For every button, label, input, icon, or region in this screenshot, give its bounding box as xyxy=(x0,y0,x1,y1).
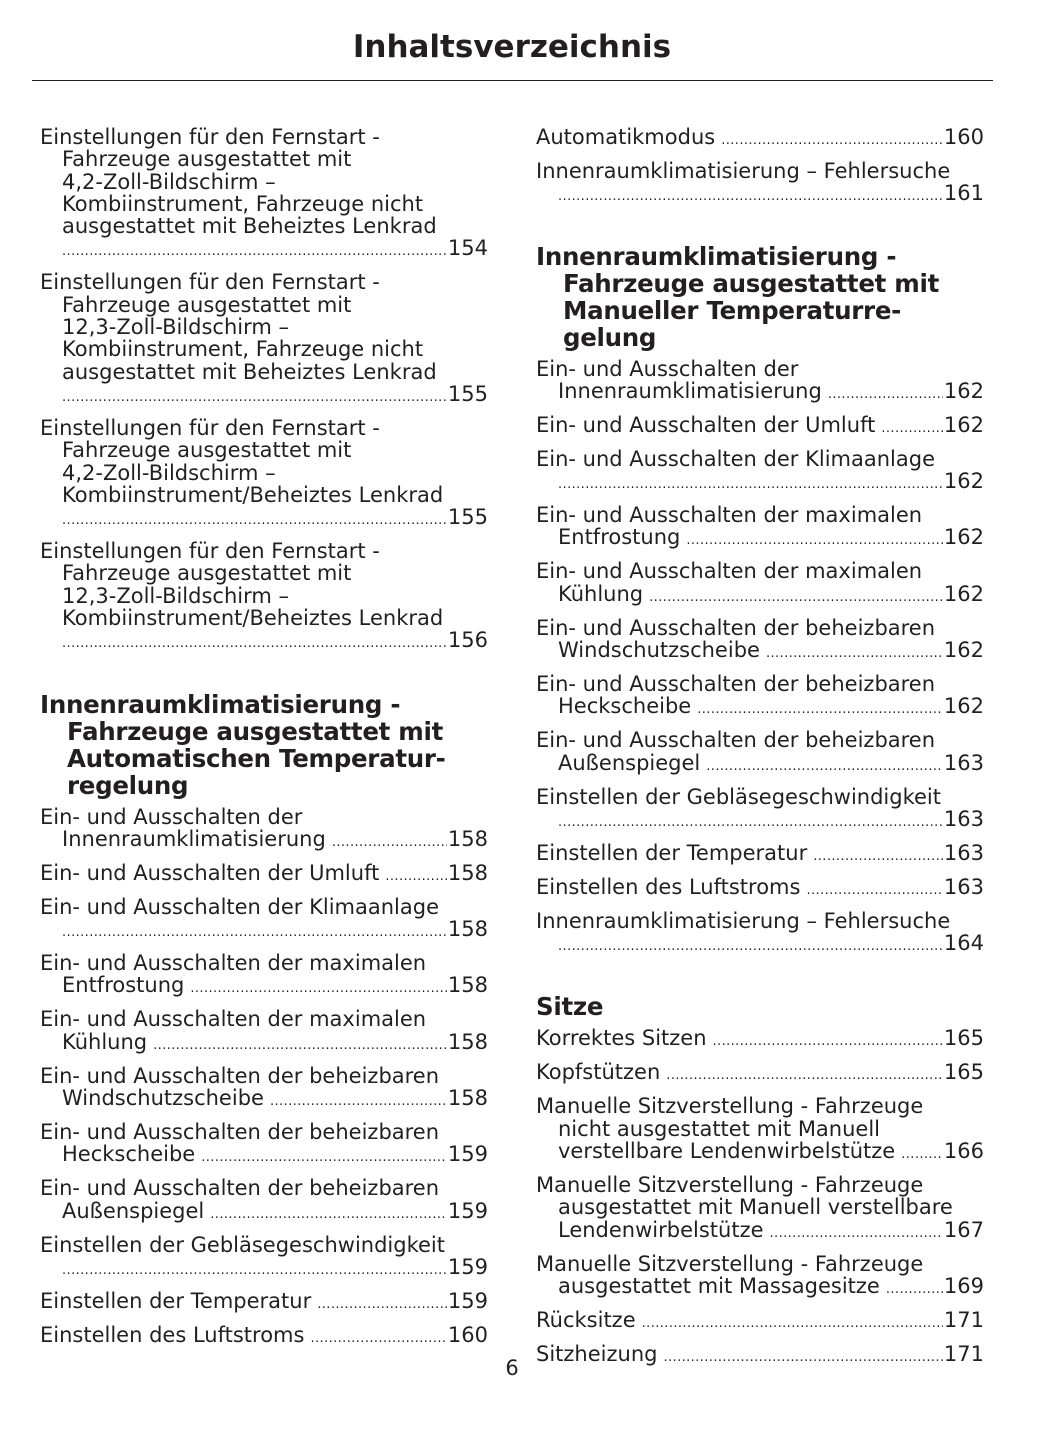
toc-page-number: 158 xyxy=(447,973,488,998)
dot-leader xyxy=(806,880,942,902)
section-heading-line: Fahrzeuge ausgestattet mit xyxy=(67,716,444,746)
toc-entry-title: Einstellen des Luftstroms xyxy=(536,874,801,899)
toc-entry-leader-line xyxy=(536,1309,984,1335)
toc-entry-title: Ein- und Ausschalten der Umluft xyxy=(536,412,876,437)
toc-entry-leader-line xyxy=(558,639,984,665)
toc-entry-title: Einstellen der Temperatur xyxy=(536,840,808,865)
toc-entry-leader-line xyxy=(536,1061,984,1087)
toc-entry-title: Außenspiegel xyxy=(62,1198,205,1223)
toc-page-number: 162 xyxy=(943,412,984,437)
toc-page-number: 163 xyxy=(943,806,984,831)
toc-entry[interactable] xyxy=(536,1309,984,1335)
toc-page-number: 162 xyxy=(943,581,984,606)
toc-entry-title: Windschutzscheibe xyxy=(62,1086,264,1110)
toc-entry[interactable] xyxy=(40,1065,488,1114)
section-heading-manual-climate xyxy=(536,243,984,351)
dot-leader xyxy=(686,530,943,552)
dot-leader xyxy=(721,130,943,152)
toc-page-number: 163 xyxy=(943,750,984,775)
toc-entry[interactable] xyxy=(536,560,984,609)
toc-entry-line: Ein- und Ausschalten der maximalen xyxy=(536,559,923,584)
dot-leader xyxy=(62,633,447,655)
dot-leader xyxy=(642,1313,943,1335)
toc-entry-title: Heckscheibe xyxy=(62,1142,196,1167)
dot-leader xyxy=(153,1035,447,1057)
toc-page-number: 162 xyxy=(943,637,984,662)
toc-entry[interactable] xyxy=(40,896,488,945)
toc-page-number: 159 xyxy=(447,1288,488,1313)
toc-entry-title: Heckscheibe xyxy=(558,694,692,719)
section-heading-line: regelung xyxy=(67,770,189,800)
dot-leader xyxy=(62,241,447,263)
title-rule xyxy=(32,80,993,81)
toc-entry-leader-line xyxy=(558,695,984,721)
section-heading-line: Fahrzeuge ausgestattet mit xyxy=(563,268,940,298)
toc-right-column xyxy=(536,126,984,1377)
dot-leader xyxy=(881,418,943,440)
toc-entry[interactable] xyxy=(536,1174,984,1245)
dot-leader xyxy=(270,1091,447,1113)
toc-page-number: 167 xyxy=(943,1217,984,1242)
toc-page-number: 158 xyxy=(447,1029,488,1054)
toc-entry[interactable] xyxy=(536,842,984,868)
toc-entry-title: Innenraumklimatisierung xyxy=(558,378,822,403)
toc-entry[interactable] xyxy=(536,1061,984,1087)
toc-entry-line: Ein- und Ausschalten der beheizbaren xyxy=(536,728,936,753)
section-heading-seats xyxy=(536,993,984,1020)
toc-entry-leader-line xyxy=(40,1290,488,1316)
section-heading-line: Innenraumklimatisierung - xyxy=(40,689,401,719)
toc-entry-line: Fahrzeuge ausgestattet mit xyxy=(62,292,352,317)
toc-page-number: 166 xyxy=(943,1138,984,1163)
toc-entry-leader-line xyxy=(62,1087,488,1113)
toc-entry-line: 12,3-Zoll-Bildschirm – xyxy=(62,583,290,608)
toc-entry-line: Ein- und Ausschalten der xyxy=(40,804,303,829)
toc-entry-title: Rücksitze xyxy=(536,1307,636,1332)
toc-entry-line: Ein- und Ausschalten der maximalen xyxy=(40,951,427,976)
toc-page-number: 155 xyxy=(447,505,488,530)
section-heading-line: gelung xyxy=(563,322,657,352)
toc-entry-leader-line xyxy=(40,1324,488,1350)
toc-entry-title: Kühlung xyxy=(558,581,644,606)
toc-entry[interactable] xyxy=(536,729,984,778)
toc-page-number: 158 xyxy=(447,826,488,851)
toc-entry-leader-line xyxy=(558,182,984,208)
toc-entry[interactable] xyxy=(536,1027,984,1053)
toc-entry-leader-line xyxy=(40,862,488,888)
toc-entry-line: Einstellungen für den Fernstart - xyxy=(40,415,380,440)
toc-entry-leader-line xyxy=(62,237,488,263)
toc-entry-leader-line xyxy=(536,126,984,152)
toc-entry-line: Manuelle Sitzverstellung - Fahrzeuge xyxy=(536,1251,924,1276)
section-heading-line: Sitze xyxy=(536,992,604,1022)
toc-entry-leader-line xyxy=(62,506,488,532)
toc-entry-line: Innenraumklimatisierung – Fehlersuche xyxy=(536,908,951,933)
toc-entry[interactable] xyxy=(40,1177,488,1226)
dot-leader xyxy=(649,587,943,609)
toc-entry[interactable] xyxy=(40,952,488,1001)
toc-entry[interactable] xyxy=(40,1290,488,1316)
toc-entry-leader-line xyxy=(62,1200,488,1226)
toc-entry-leader-line xyxy=(536,1027,984,1053)
toc-entry[interactable] xyxy=(40,1121,488,1170)
toc-entry-line: nicht ausgestattet mit Manuell xyxy=(558,1116,881,1141)
toc-entry-leader-line xyxy=(558,808,984,834)
toc-group xyxy=(536,126,984,209)
page-number: 6 xyxy=(505,1356,519,1380)
toc-entry-leader-line xyxy=(536,414,984,440)
toc-page-number: 158 xyxy=(447,917,488,942)
dot-leader xyxy=(828,384,943,406)
toc-entry-leader-line xyxy=(62,1143,488,1169)
toc-entry-leader-line xyxy=(558,752,984,778)
toc-entry-title: Korrektes Sitzen xyxy=(536,1026,707,1051)
toc-entry-line: Ein- und Ausschalten der Klimaanlage xyxy=(536,446,935,471)
toc-entry-line: Einstellungen für den Fernstart - xyxy=(40,125,380,149)
toc-group xyxy=(40,126,488,656)
toc-entry-line: ausgestattet mit Manuell verstellbare xyxy=(558,1195,953,1220)
dot-leader xyxy=(697,699,943,721)
toc-entry-title: Kopfstützen xyxy=(536,1060,661,1085)
section-heading-line: Innenraumklimatisierung - xyxy=(536,241,897,271)
dot-leader xyxy=(886,1279,943,1301)
toc-group xyxy=(536,1027,984,1369)
toc-entry-line: ausgestattet mit Beheiztes Lenkrad xyxy=(62,214,437,239)
toc-entry-line: Ein- und Ausschalten der beheizbaren xyxy=(536,671,936,696)
toc-entry-line: ausgestattet mit Beheiztes Lenkrad xyxy=(62,359,437,384)
toc-entry-title: Automatikmodus xyxy=(536,125,716,149)
toc-entry[interactable] xyxy=(40,271,488,409)
toc-page-number: 162 xyxy=(943,525,984,550)
toc-entry[interactable] xyxy=(536,617,984,666)
toc-entry-line: Ein- und Ausschalten der beheizbaren xyxy=(40,1063,440,1088)
toc-entry-leader-line xyxy=(558,1219,984,1245)
toc-entry-leader-line xyxy=(62,1031,488,1057)
page-title: Inhaltsverzeichnis xyxy=(352,29,672,65)
toc-entry-line: Fahrzeuge ausgestattet mit xyxy=(62,147,352,172)
dot-leader xyxy=(713,1031,943,1053)
dot-leader xyxy=(558,936,943,958)
toc-entry-leader-line xyxy=(536,842,984,868)
dot-leader xyxy=(62,510,447,532)
toc-entry-line: Ein- und Ausschalten der beheizbaren xyxy=(40,1176,440,1201)
dot-leader xyxy=(62,387,447,409)
toc-page-number: 162 xyxy=(943,469,984,494)
toc-entry-leader-line xyxy=(558,1140,984,1166)
toc-entry-leader-line xyxy=(558,583,984,609)
toc-group xyxy=(536,358,984,959)
toc-entry-leader-line xyxy=(558,380,984,406)
toc-entry-line: Kombiinstrument/Beheiztes Lenkrad xyxy=(62,482,444,507)
toc-page-number: 162 xyxy=(943,378,984,403)
toc-page-number: 159 xyxy=(447,1142,488,1167)
toc-entry-title: Sitzheizung xyxy=(536,1341,658,1366)
dot-leader xyxy=(190,978,447,1000)
toc-entry-title: Einstellen der Temperatur xyxy=(40,1288,312,1313)
toc-entry-line: Innenraumklimatisierung – Fehlersuche xyxy=(536,158,951,183)
toc-entry[interactable] xyxy=(40,1008,488,1057)
dot-leader xyxy=(558,186,943,208)
toc-entry[interactable] xyxy=(536,358,984,407)
toc-entry-line: Kombiinstrument/Beheiztes Lenkrad xyxy=(62,606,444,630)
toc-entry-line: Einstellen der Gebläsegeschwindigkeit xyxy=(536,784,941,809)
toc-entry-line: Manuelle Sitzverstellung - Fahrzeuge xyxy=(536,1172,924,1197)
dot-leader xyxy=(770,1223,943,1245)
toc-entry-title: Einstellen des Luftstroms xyxy=(40,1322,305,1347)
toc-entry[interactable] xyxy=(40,540,488,655)
toc-entry-title: Kühlung xyxy=(62,1029,148,1054)
toc-entry-leader-line xyxy=(558,470,984,496)
toc-page-number: 155 xyxy=(447,381,488,406)
dot-leader xyxy=(813,846,943,868)
toc-entry[interactable] xyxy=(536,448,984,497)
toc-page-number: 160 xyxy=(447,1322,488,1347)
toc-entry-line: Einstellen der Gebläsegeschwindigkeit xyxy=(40,1232,445,1257)
toc-entry-line: Fahrzeuge ausgestattet mit xyxy=(62,438,352,463)
toc-entry-line: Kombiinstrument, Fahrzeuge nicht xyxy=(62,191,424,216)
toc-page-number: 164 xyxy=(943,931,984,956)
toc-entry-leader-line xyxy=(558,1275,984,1301)
toc-entry-title: Entfrostung xyxy=(558,525,681,550)
toc-entry-leader-line xyxy=(558,932,984,958)
dot-leader xyxy=(62,922,447,944)
toc-page-number: 159 xyxy=(447,1198,488,1223)
toc-entry[interactable] xyxy=(536,126,984,152)
toc-page-number: 159 xyxy=(447,1254,488,1279)
toc-entry[interactable] xyxy=(536,504,984,553)
toc-entry[interactable] xyxy=(40,417,488,532)
toc-page-number: 165 xyxy=(943,1060,984,1085)
toc-entry-line: Ein- und Ausschalten der maximalen xyxy=(40,1007,427,1032)
toc-page-number: 154 xyxy=(447,236,488,261)
toc-entry[interactable] xyxy=(536,1253,984,1302)
toc-entry-line: Ein- und Ausschalten der xyxy=(536,356,799,381)
toc-entry-line: Einstellungen für den Fernstart - xyxy=(40,270,380,295)
dot-leader xyxy=(201,1147,447,1169)
toc-entry[interactable] xyxy=(536,160,984,209)
dot-leader xyxy=(317,1294,447,1316)
toc-entry[interactable] xyxy=(40,806,488,855)
toc-entry[interactable] xyxy=(536,1095,984,1166)
dot-leader xyxy=(385,866,447,888)
toc-entry-line: Fahrzeuge ausgestattet mit xyxy=(62,561,352,586)
toc-page-number: 156 xyxy=(447,628,488,653)
section-heading-line: Automatischen Temperatur- xyxy=(67,743,446,773)
toc-page-number: 171 xyxy=(943,1341,984,1366)
toc-page-number: 171 xyxy=(943,1307,984,1332)
toc-entry-title: Innenraumklimatisierung xyxy=(62,826,326,851)
toc-page-number: 158 xyxy=(447,860,488,885)
toc-entry-leader-line xyxy=(62,918,488,944)
toc-entry-line: Ein- und Ausschalten der beheizbaren xyxy=(536,615,936,640)
toc-page-number: 163 xyxy=(943,874,984,899)
toc-entry-title: Windschutzscheibe xyxy=(558,637,760,662)
toc-page-number: 161 xyxy=(943,181,984,206)
toc-entry-line: Ein- und Ausschalten der maximalen xyxy=(536,503,923,528)
toc-entry[interactable] xyxy=(536,673,984,722)
toc-group xyxy=(40,806,488,1351)
dot-leader xyxy=(332,832,447,854)
dot-leader xyxy=(766,643,943,665)
toc-entry[interactable] xyxy=(536,414,984,440)
dot-leader xyxy=(558,812,943,834)
toc-entry-leader-line xyxy=(62,629,488,655)
dot-leader xyxy=(706,756,943,778)
toc-entry-leader-line xyxy=(558,526,984,552)
toc-page-number: 169 xyxy=(943,1273,984,1298)
toc-entry-title: ausgestattet mit Massagesitze xyxy=(558,1273,880,1298)
section-heading-automatic-climate xyxy=(40,691,488,799)
toc-entry[interactable] xyxy=(40,862,488,888)
toc-left-column xyxy=(40,126,488,1358)
toc-entry[interactable] xyxy=(536,876,984,902)
toc-entry[interactable] xyxy=(536,910,984,959)
toc-page-number: 165 xyxy=(943,1026,984,1051)
dot-leader xyxy=(901,1144,943,1166)
toc-entry-leader-line xyxy=(62,383,488,409)
toc-entry-title: Außenspiegel xyxy=(558,750,701,775)
toc-entry[interactable] xyxy=(40,126,488,264)
toc-entry[interactable] xyxy=(536,786,984,835)
dot-leader xyxy=(558,474,943,496)
toc-entry-line: Ein- und Ausschalten der beheizbaren xyxy=(40,1119,440,1144)
toc-entry-title: Lendenwirbelstütze xyxy=(558,1217,764,1242)
toc-page-number: 163 xyxy=(943,840,984,865)
toc-entry-leader-line xyxy=(62,1256,488,1282)
toc-entry-line: Kombiinstrument, Fahrzeuge nicht xyxy=(62,337,424,362)
toc-entry-title: verstellbare Lendenwirbelstütze xyxy=(558,1138,896,1163)
toc-page-number: 162 xyxy=(943,694,984,719)
dot-leader xyxy=(210,1204,447,1226)
toc-entry-leader-line xyxy=(536,876,984,902)
toc-entry-title: Entfrostung xyxy=(62,973,185,998)
toc-entry[interactable] xyxy=(40,1324,488,1350)
toc-entry-line: 12,3-Zoll-Bildschirm – xyxy=(62,315,290,340)
toc-entry-line: 4,2-Zoll-Bildschirm – xyxy=(62,460,276,485)
dot-leader xyxy=(62,1260,447,1282)
toc-entry-line: 4,2-Zoll-Bildschirm – xyxy=(62,169,276,194)
toc-page-number: 160 xyxy=(943,125,984,149)
toc-entry-line: Manuelle Sitzverstellung - Fahrzeuge xyxy=(536,1094,924,1119)
dot-leader xyxy=(310,1328,446,1350)
toc-entry-line: Einstellungen für den Fernstart - xyxy=(40,539,380,564)
toc-entry-leader-line xyxy=(62,974,488,1000)
toc-entry-line: Ein- und Ausschalten der Klimaanlage xyxy=(40,894,439,919)
section-heading-line: Manueller Temperaturre- xyxy=(563,295,902,325)
toc-entry[interactable] xyxy=(40,1234,488,1283)
toc-entry-title: Ein- und Ausschalten der Umluft xyxy=(40,860,380,885)
toc-page-number: 158 xyxy=(447,1086,488,1110)
dot-leader xyxy=(666,1065,943,1087)
toc-entry-leader-line xyxy=(62,828,488,854)
